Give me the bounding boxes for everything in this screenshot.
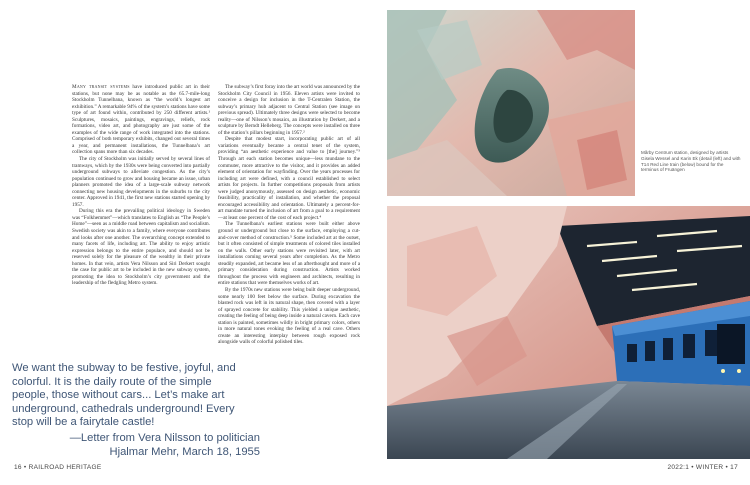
paragraph-text: The Tunnelbana’s earliest stations were built either above ground or underground but close to the surface, employing a cut-and-cover method of construction.⁵ Some included art at the outset, but it often consisted of simple treatments of colored tiles installed on the walls. Other early stations were revisited later, with art installations coming several years after completion. As the Metro steadily expanded, art became less of an afterthought and more of a primary consideration during construction. Artists worked throughout the process with engineers and architects, resulting in entire stations that were themselves works of art.: [218, 221, 360, 287]
paragraph: [218, 287, 360, 346]
station-platform-train-photo: [387, 206, 750, 459]
photo-caption: Mårby Centrum station, designed by artists Gisela Wessel and Karin Ek (detail (left) and with T14 Red Line train (below) bound for the terminus of Fruängen: [641, 150, 741, 173]
paragraph: [218, 221, 360, 286]
paragraph-text: have introduced public art in their stations, but none may be as notable as the 65.7-mile-long Stockholm Tunnelbana, known as “the world’s longest art exhibition.” A remarkable 94% of the system’s stations have some type of art found within, contributed by 250 different artists.¹ Sculptures, mosaics, paintings, engravings, reliefs, rock formations, video art, and photography are just some of the examples of the wide range of work integrated into the stations. Comprised of both temporary exhibits, changed out several times a year, and permanent installations, the Tunnelbana’s art collection spans more than six decades.: [72, 84, 210, 156]
paragraph: [218, 84, 360, 136]
paragraph-text: The city of Stockholm was initially served by several lines of tramways, which by the 1930s were being converted into partially underground subways to alleviate congestion. As the city’s population continued to grow and housing became an issue, urban planners promoted the idea of a large-scale subway network connecting new housing developments in the suburbs to the city center. Approved in 1941, the first new stations started opening by 1957.: [72, 156, 210, 208]
paragraph: [72, 84, 210, 156]
paragraph-text: During this era the prevailing political ideology in Sweden was “Folkhemmet”—which translates to English as “The People’s Home”—seen as a middle road between capitalism and socialism. Swedish society was akin to a family, where everyone contributes and looks after one another. The overarching concept extended to many facets of life, including art. The ability to enjoy artistic expression belongs to the entire populace, and should not be reserved solely for the pleasure of the wealthy in their private homes. In that vein, artists Vera Nilsson and Siri Derkert sought the case for public art to be included in the new subway system, promoting the idea to Stockholm’s city government and the leadership of the fledgling Metro system.: [72, 208, 210, 287]
paragraph: [72, 156, 210, 208]
paragraph: [72, 208, 210, 287]
page-folio-right: 2022:1 • WINTER • 17: [667, 464, 738, 471]
pull-quote: We want the subway to be festive, joyful, and colorful. It is the daily route of the simple people, those without cars... Let’s make art underground, cathedrals underground! Every stop will be a fairytale castle!: [12, 362, 236, 429]
right-page: [375, 0, 750, 485]
paragraph-text: By the 1970s new stations were being built deeper underground, some nearly 100 feet below the surface. During excavation the blasted rock was left in its natural shape, then covered with a layer of sprayed concrete for stability. This yielded a unique aesthetic, creating the feeling of being deep inside a natural cavern. Each cave station is painted, sometimes wildly in bright primary colors, others in more natural tones evoking the feeling of a real cave. Others create an interesting interplay between rough exposed rock alongside walls of colorful polished tiles.: [218, 286, 360, 346]
article-column-1: [72, 84, 210, 287]
page-folio-left: 16 • RAILROAD HERITAGE: [14, 464, 102, 471]
paragraph: [218, 136, 360, 221]
lead-in-smallcaps: Many transit systems: [72, 84, 130, 90]
station-ceiling-photo: [387, 10, 635, 196]
paragraph-text: The subway’s first foray into the art world was announced by the Stockholm City Council in 1956. Eleven artists were invited to conceive a design for inclusion in the T-Centralen Station, the subway’s primary hub adjacent to Central Station (see image on previous spread). Ultimately three designs were selected to become reality—one of Nilsson’s mosaics, an illustration by Derkert, and a sculpture by Berndt Helleberg. The concepts were installed on three of the station’s pillars beginning in 1957.²: [218, 84, 360, 136]
pull-quote-attribution: —Letter from Vera Nilsson to politician Hjalmar Mehr, March 18, 1955: [69, 432, 260, 458]
paragraph-text: Despite that modest start, incorporating public art of all variations eventually became a central tenet of the system, providing “an aesthetic experience and value to [the] journey.”³ Through art each station becomes unique—less mundane to the commuter, more attractive to the visitor, and it provides an added element of orientation for wayfinding. Over the years processes for including art were defined, with a council established to select artists for projects. In further competitions proposals from artists were judged anonymously, assessed on design aesthetic, economic feasibility, practicality of installation, and whether the proposal encouraged accessibility and orientation. Ultimately a percent-for-art mandate turned the inclusion of art from a goal to a requirement—at least one percent of the cost of each project.⁴: [218, 136, 360, 221]
article-column-2: [218, 84, 360, 346]
